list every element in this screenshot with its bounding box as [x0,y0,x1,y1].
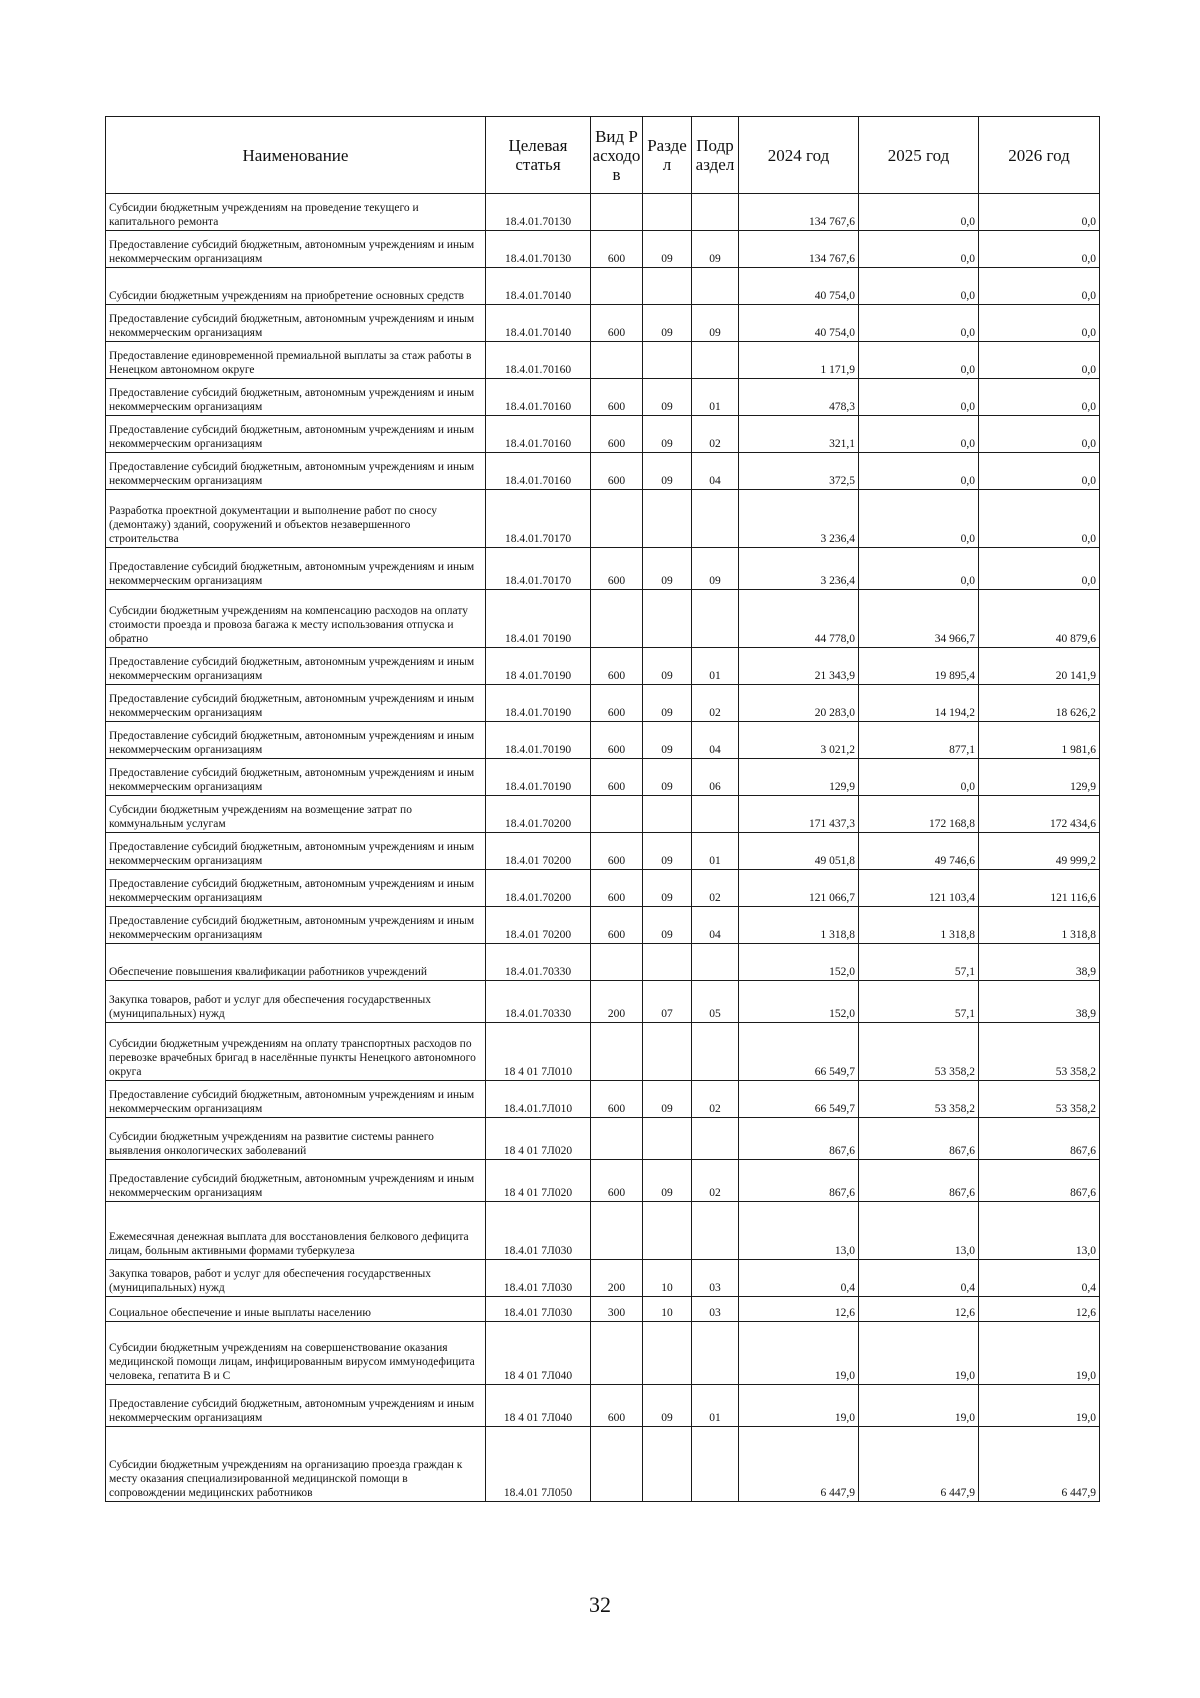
cell-subsection: 04 [692,722,739,759]
cell-name: Предоставление субсидий бюджетным, автономным учреждениям и иным некоммерческим организациям [106,453,486,490]
cell-section: 09 [643,416,692,453]
cell-2026: 49 999,2 [979,833,1100,870]
cell-target: 18.4.01.70330 [486,944,591,981]
table-row [106,648,1100,685]
header-2026: 2026 год [979,117,1100,194]
cell-2026: 38,9 [979,981,1100,1023]
cell-2025: 867,6 [859,1160,979,1202]
cell-subsection: 02 [692,416,739,453]
table-row [106,490,1100,548]
cell-section [643,1322,692,1385]
cell-2025: 121 103,4 [859,870,979,907]
cell-2026: 40 879,6 [979,590,1100,648]
table-row [106,1260,1100,1297]
cell-2025: 1 318,8 [859,907,979,944]
cell-target: 18.4.01.70330 [486,981,591,1023]
cell-target: 18.4.01.70160 [486,416,591,453]
cell-subsection [692,1023,739,1081]
cell-2024: 40 754,0 [739,305,859,342]
cell-2026: 172 434,6 [979,796,1100,833]
cell-target: 18.4.01.70130 [486,194,591,231]
cell-kind [591,590,643,648]
table-body [106,194,1100,1502]
cell-2025: 0,0 [859,490,979,548]
cell-section: 09 [643,870,692,907]
cell-target: 18 4 01 7Л040 [486,1385,591,1427]
cell-name: Субсидии бюджетным учреждениям на проведение текущего и капитального ремонта [106,194,486,231]
cell-target: 18 4 01 7Л020 [486,1118,591,1160]
cell-subsection [692,194,739,231]
cell-target: 18.4.01.70170 [486,548,591,590]
cell-kind [591,268,643,305]
table-row [106,305,1100,342]
table-row [106,1118,1100,1160]
cell-2024: 321,1 [739,416,859,453]
cell-name: Субсидии бюджетным учреждениям на оплату транспортных расходов по перевозке врачебных бригад в населённые пункты Ненецкого автономного округа [106,1023,486,1081]
cell-kind [591,1322,643,1385]
cell-subsection: 01 [692,379,739,416]
cell-subsection [692,490,739,548]
cell-2024: 3 021,2 [739,722,859,759]
cell-2024: 372,5 [739,453,859,490]
cell-section: 09 [643,305,692,342]
cell-target: 18.4.01.7Л010 [486,1081,591,1118]
cell-2025: 14 194,2 [859,685,979,722]
table-row [106,870,1100,907]
cell-target: 18.4.01 7Л030 [486,1260,591,1297]
table-row [106,981,1100,1023]
cell-2026: 0,0 [979,453,1100,490]
cell-2025: 53 358,2 [859,1023,979,1081]
cell-name: Предоставление субсидий бюджетным, автономным учреждениям и иным некоммерческим организациям [106,648,486,685]
cell-kind [591,342,643,379]
cell-kind: 600 [591,305,643,342]
cell-subsection [692,1202,739,1260]
cell-target: 18.4.01.70160 [486,342,591,379]
cell-2025: 0,0 [859,379,979,416]
cell-target: 18.4.01.70200 [486,796,591,833]
cell-2026: 867,6 [979,1118,1100,1160]
cell-name: Закупка товаров, работ и услуг для обеспечения государственных (муниципальных) нужд [106,1260,486,1297]
table-row [106,1297,1100,1322]
table-row [106,268,1100,305]
cell-section: 09 [643,648,692,685]
cell-2026: 0,0 [979,268,1100,305]
cell-2025: 0,0 [859,231,979,268]
table-row [106,1202,1100,1260]
cell-subsection: 03 [692,1297,739,1322]
cell-kind: 600 [591,453,643,490]
cell-2026: 0,0 [979,194,1100,231]
cell-2024: 19,0 [739,1322,859,1385]
cell-2025: 0,0 [859,759,979,796]
cell-name: Предоставление субсидий бюджетным, автономным учреждениям и иным некоммерческим организациям [106,379,486,416]
cell-2025: 0,0 [859,305,979,342]
cell-2026: 12,6 [979,1297,1100,1322]
cell-name: Субсидии бюджетным учреждениям на развитие системы раннего выявления онкологических заболеваний [106,1118,486,1160]
cell-2024: 152,0 [739,981,859,1023]
cell-section: 09 [643,1160,692,1202]
cell-name: Предоставление субсидий бюджетным, автономным учреждениям и иным некоммерческим организациям [106,305,486,342]
cell-subsection: 06 [692,759,739,796]
cell-2024: 6 447,9 [739,1427,859,1502]
cell-2024: 13,0 [739,1202,859,1260]
cell-section [643,342,692,379]
cell-name: Предоставление субсидий бюджетным, автономным учреждениям и иным некоммерческим организациям [106,685,486,722]
cell-section [643,944,692,981]
cell-2025: 877,1 [859,722,979,759]
page-number: 32 [589,1592,611,1617]
cell-name: Предоставление субсидий бюджетным, автономным учреждениям и иным некоммерческим организациям [106,870,486,907]
cell-name: Предоставление субсидий бюджетным, автономным учреждениям и иным некоммерческим организациям [106,1385,486,1427]
cell-name: Субсидии бюджетным учреждениям на совершенствование оказания медицинской помощи лицам, инфицированным вирусом иммунодефицита человека, гепатита В и С [106,1322,486,1385]
cell-target: 18.4.01.70200 [486,870,591,907]
cell-2025: 0,0 [859,268,979,305]
cell-kind [591,944,643,981]
cell-2025: 53 358,2 [859,1081,979,1118]
cell-subsection: 02 [692,1160,739,1202]
cell-section: 09 [643,453,692,490]
cell-2026: 0,0 [979,416,1100,453]
cell-2024: 66 549,7 [739,1023,859,1081]
table-row [106,453,1100,490]
cell-target: 18.4.01 7Л030 [486,1297,591,1322]
cell-2025: 19,0 [859,1385,979,1427]
cell-subsection: 09 [692,548,739,590]
cell-kind [591,796,643,833]
cell-2025: 6 447,9 [859,1427,979,1502]
cell-2026: 0,0 [979,342,1100,379]
cell-kind [591,1202,643,1260]
cell-2024: 0,4 [739,1260,859,1297]
cell-subsection: 01 [692,648,739,685]
cell-subsection [692,342,739,379]
cell-kind: 200 [591,981,643,1023]
header-kind: Вид Расходов [591,117,643,194]
cell-kind: 600 [591,833,643,870]
cell-2024: 134 767,6 [739,194,859,231]
cell-2026: 53 358,2 [979,1081,1100,1118]
cell-kind [591,490,643,548]
cell-2026: 1 318,8 [979,907,1100,944]
cell-target: 18.4.01 7Л050 [486,1427,591,1502]
cell-section [643,490,692,548]
cell-2024: 44 778,0 [739,590,859,648]
cell-subsection: 01 [692,1385,739,1427]
cell-2025: 0,4 [859,1260,979,1297]
cell-subsection [692,590,739,648]
cell-target: 18.4.01 70200 [486,907,591,944]
table-row [106,944,1100,981]
cell-subsection [692,268,739,305]
cell-name: Предоставление субсидий бюджетным, автономным учреждениям и иным некоммерческим организациям [106,231,486,268]
cell-kind: 600 [591,907,643,944]
cell-name: Предоставление субсидий бюджетным, автономным учреждениям и иным некоммерческим организациям [106,722,486,759]
cell-2025: 19 895,4 [859,648,979,685]
cell-2024: 20 283,0 [739,685,859,722]
cell-2024: 867,6 [739,1118,859,1160]
cell-section: 09 [643,1385,692,1427]
cell-target: 18.4.01.70170 [486,490,591,548]
cell-section: 09 [643,1081,692,1118]
table-row [106,1160,1100,1202]
cell-2024: 19,0 [739,1385,859,1427]
cell-subsection: 09 [692,231,739,268]
table-row [106,1427,1100,1502]
cell-name: Закупка товаров, работ и услуг для обеспечения государственных (муниципальных) нужд [106,981,486,1023]
cell-subsection: 02 [692,870,739,907]
cell-2026: 0,0 [979,305,1100,342]
table-row [106,231,1100,268]
cell-2026: 38,9 [979,944,1100,981]
cell-section: 09 [643,833,692,870]
cell-subsection: 03 [692,1260,739,1297]
cell-kind: 600 [591,870,643,907]
cell-section: 07 [643,981,692,1023]
cell-kind [591,194,643,231]
cell-2024: 171 437,3 [739,796,859,833]
cell-2025: 34 966,7 [859,590,979,648]
cell-target: 18 4 01 7Л010 [486,1023,591,1081]
cell-target: 18.4.01.70190 [486,685,591,722]
cell-subsection [692,1427,739,1502]
cell-2025: 57,1 [859,981,979,1023]
cell-target: 18.4.01 70190 [486,590,591,648]
table-row [106,590,1100,648]
cell-name: Предоставление субсидий бюджетным, автономным учреждениям и иным некоммерческим организациям [106,1081,486,1118]
cell-kind: 600 [591,685,643,722]
cell-kind: 300 [591,1297,643,1322]
cell-target: 18.4.01.70160 [486,379,591,416]
cell-2025: 13,0 [859,1202,979,1260]
cell-2024: 478,3 [739,379,859,416]
cell-2026: 19,0 [979,1322,1100,1385]
cell-2025: 0,0 [859,548,979,590]
cell-section [643,796,692,833]
cell-2026: 53 358,2 [979,1023,1100,1081]
cell-kind [591,1023,643,1081]
cell-2024: 867,6 [739,1160,859,1202]
cell-2025: 0,0 [859,194,979,231]
table-row [106,759,1100,796]
table-row [106,416,1100,453]
cell-section [643,194,692,231]
table-row [106,194,1100,231]
cell-target: 18.4.01 7Л030 [486,1202,591,1260]
cell-section [643,1427,692,1502]
cell-target: 18.4.01.70130 [486,231,591,268]
cell-target: 18 4 01 7Л020 [486,1160,591,1202]
cell-2024: 121 066,7 [739,870,859,907]
table-row [106,796,1100,833]
cell-name: Субсидии бюджетным учреждениям на возмещение затрат по коммунальным услугам [106,796,486,833]
cell-section [643,268,692,305]
table-row [106,833,1100,870]
cell-section: 09 [643,231,692,268]
cell-2026: 13,0 [979,1202,1100,1260]
cell-subsection [692,796,739,833]
cell-name: Предоставление единовременной премиальной выплаты за стаж работы в Ненецком автономном округе [106,342,486,379]
cell-name: Ежемесячная денежная выплата для восстановления белкового дефицита лицам, больным активными формами туберкулеза [106,1202,486,1260]
cell-2026: 6 447,9 [979,1427,1100,1502]
cell-section: 09 [643,722,692,759]
cell-section: 09 [643,759,692,796]
cell-target: 18.4.01.70190 [486,759,591,796]
cell-kind: 600 [591,231,643,268]
cell-2025: 0,0 [859,453,979,490]
cell-target: 18.4.01.70140 [486,305,591,342]
cell-section: 09 [643,548,692,590]
header-section: Раздел [643,117,692,194]
cell-name: Предоставление субсидий бюджетным, автономным учреждениям и иным некоммерческим организациям [106,759,486,796]
header-name: Наименование [106,117,486,194]
cell-name: Предоставление субсидий бюджетным, автономным учреждениям и иным некоммерческим организациям [106,416,486,453]
cell-section [643,590,692,648]
cell-section [643,1023,692,1081]
cell-2025: 57,1 [859,944,979,981]
cell-2025: 0,0 [859,416,979,453]
cell-subsection [692,1322,739,1385]
cell-section: 09 [643,685,692,722]
cell-section: 09 [643,379,692,416]
cell-target: 18 4 01 7Л040 [486,1322,591,1385]
cell-name: Предоставление субсидий бюджетным, автономным учреждениям и иным некоммерческим организациям [106,907,486,944]
header-2024: 2024 год [739,117,859,194]
cell-kind: 200 [591,1260,643,1297]
cell-section: 10 [643,1297,692,1322]
cell-name: Социальное обеспечение и иные выплаты населению [106,1297,486,1322]
cell-2024: 12,6 [739,1297,859,1322]
cell-2024: 66 549,7 [739,1081,859,1118]
cell-subsection: 09 [692,305,739,342]
cell-subsection: 02 [692,685,739,722]
cell-2026: 0,0 [979,490,1100,548]
cell-2024: 49 051,8 [739,833,859,870]
cell-2026: 1 981,6 [979,722,1100,759]
cell-2026: 18 626,2 [979,685,1100,722]
cell-2024: 134 767,6 [739,231,859,268]
table-row [106,722,1100,759]
cell-2026: 20 141,9 [979,648,1100,685]
cell-target: 18.4.01.70160 [486,453,591,490]
cell-kind [591,1427,643,1502]
cell-name: Разработка проектной документации и выполнение работ по сносу (демонтажу) зданий, сооружений и объектов незавершенного строительства [106,490,486,548]
cell-2024: 3 236,4 [739,490,859,548]
cell-target: 18.4.01 70200 [486,833,591,870]
budget-table [105,116,1100,1502]
table-row [106,342,1100,379]
cell-2026: 867,6 [979,1160,1100,1202]
header-target: Целевая статья [486,117,591,194]
table-row [106,1322,1100,1385]
cell-2025: 19,0 [859,1322,979,1385]
cell-name: Субсидии бюджетным учреждениям на организацию проезда граждан к месту оказания специализированной медицинской помощи в сопровождении медицинских работников [106,1427,486,1502]
cell-2026: 121 116,6 [979,870,1100,907]
cell-2026: 19,0 [979,1385,1100,1427]
cell-kind: 600 [591,416,643,453]
cell-2024: 152,0 [739,944,859,981]
cell-2026: 0,0 [979,379,1100,416]
cell-kind: 600 [591,1160,643,1202]
cell-target: 18.4.01.70190 [486,722,591,759]
cell-target: 18 4.01.70190 [486,648,591,685]
cell-2026: 129,9 [979,759,1100,796]
cell-2026: 0,0 [979,231,1100,268]
cell-kind: 600 [591,1081,643,1118]
cell-section: 09 [643,907,692,944]
table-row [106,1385,1100,1427]
cell-subsection: 04 [692,453,739,490]
cell-2026: 0,0 [979,548,1100,590]
table-row [106,1023,1100,1081]
cell-2024: 3 236,4 [739,548,859,590]
header-row [106,117,1100,194]
table-row [106,685,1100,722]
cell-subsection: 05 [692,981,739,1023]
cell-kind: 600 [591,1385,643,1427]
cell-2025: 172 168,8 [859,796,979,833]
cell-subsection: 02 [692,1081,739,1118]
cell-subsection [692,944,739,981]
cell-2025: 49 746,6 [859,833,979,870]
cell-2024: 1 318,8 [739,907,859,944]
cell-name: Предоставление субсидий бюджетным, автономным учреждениям и иным некоммерческим организациям [106,548,486,590]
cell-kind: 600 [591,379,643,416]
cell-name: Обеспечение повышения квалификации работников учреждений [106,944,486,981]
cell-section [643,1118,692,1160]
cell-name: Субсидии бюджетным учреждениям на компенсацию расходов на оплату стоимости проезда и провоза багажа к месту использования отпуска и обратно [106,590,486,648]
cell-2025: 867,6 [859,1118,979,1160]
cell-subsection: 04 [692,907,739,944]
cell-name: Предоставление субсидий бюджетным, автономным учреждениям и иным некоммерческим организациям [106,833,486,870]
cell-subsection: 01 [692,833,739,870]
cell-kind: 600 [591,548,643,590]
table-row [106,1081,1100,1118]
cell-2025: 12,6 [859,1297,979,1322]
table-row [106,907,1100,944]
cell-2024: 40 754,0 [739,268,859,305]
cell-target: 18.4.01.70140 [486,268,591,305]
cell-section: 10 [643,1260,692,1297]
header-2025: 2025 год [859,117,979,194]
cell-kind: 600 [591,648,643,685]
header-subsection: Подраздел [692,117,739,194]
cell-2024: 21 343,9 [739,648,859,685]
cell-section [643,1202,692,1260]
table-row [106,379,1100,416]
cell-kind: 600 [591,759,643,796]
cell-subsection [692,1118,739,1160]
cell-name: Предоставление субсидий бюджетным, автономным учреждениям и иным некоммерческим организациям [106,1160,486,1202]
cell-kind: 600 [591,722,643,759]
cell-2025: 0,0 [859,342,979,379]
cell-2024: 1 171,9 [739,342,859,379]
cell-name: Субсидии бюджетным учреждениям на приобретение основных средств [106,268,486,305]
cell-2026: 0,4 [979,1260,1100,1297]
cell-kind [591,1118,643,1160]
cell-2024: 129,9 [739,759,859,796]
table-row [106,548,1100,590]
